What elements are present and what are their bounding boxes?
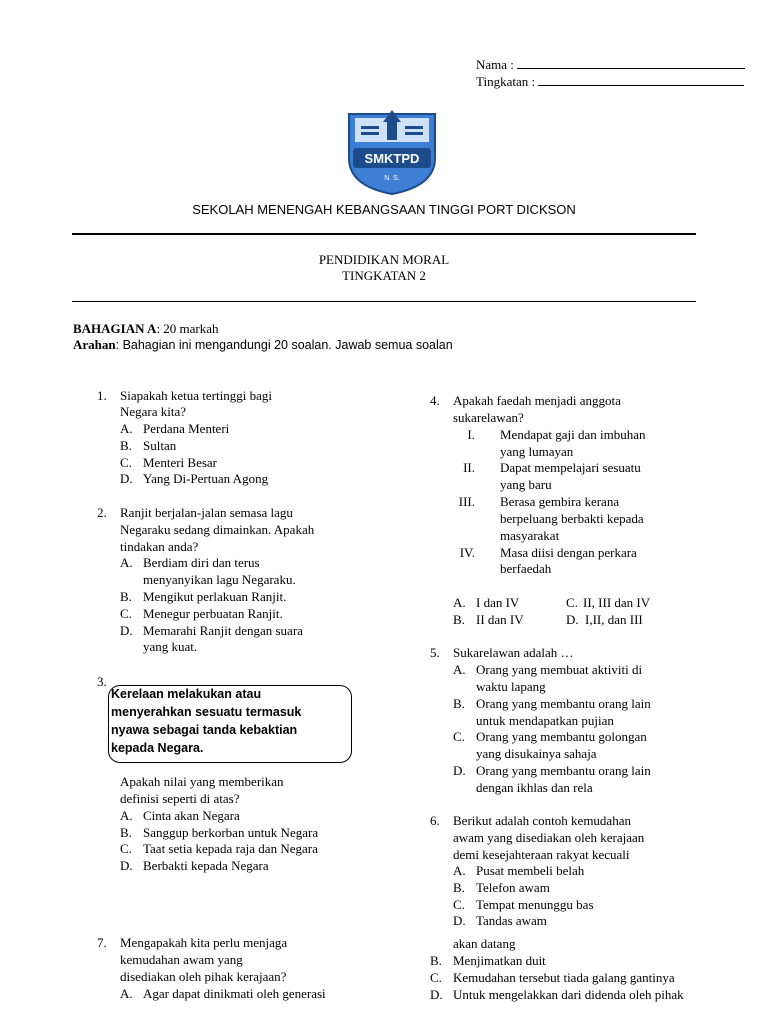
q3-option-b[interactable]: B. Sanggup berkorban untuk Negara xyxy=(120,825,319,840)
q7-option-a-cont: akan datang xyxy=(453,936,516,951)
q6-option-c[interactable]: C. Tempat menunggu bas xyxy=(453,897,594,912)
q5-option-c-cont: yang disukainya sahaja xyxy=(476,746,597,761)
q2-stem: Ranjit berjalan-jalan semasa lagu xyxy=(120,505,293,520)
q3-number: 3. xyxy=(97,674,107,689)
q7-option-b[interactable]: B. Menjimatkan duit xyxy=(430,953,546,968)
q6-stem: awam yang disediakan oleh kerajaan xyxy=(453,830,645,845)
q7-stem: kemudahan awam yang xyxy=(120,952,243,967)
q3-stem: Apakah nilai yang memberikan xyxy=(120,774,284,789)
q1-option-b[interactable]: B. Sultan xyxy=(120,438,177,453)
q4-option-a[interactable]: A. I dan IV xyxy=(453,595,520,610)
name-field[interactable] xyxy=(517,56,745,69)
q6-number: 6. xyxy=(430,813,440,828)
q5-option-c[interactable]: C. Orang yang membantu golongan xyxy=(453,729,647,744)
q1-stem: Siapakah ketua tertinggi bagi xyxy=(120,388,272,403)
q4-statement-i-cont: yang lumayan xyxy=(500,444,574,459)
q4-option-d[interactable]: D. I,II, dan III xyxy=(566,612,643,627)
q3-quote-line: menyerahkan sesuatu termasuk xyxy=(111,705,302,719)
subject-divider xyxy=(72,301,696,302)
q4-statement-iv-cont: berfaedah xyxy=(500,561,552,576)
school-logo xyxy=(345,104,439,196)
q6-stem: demi kesejahteraan rakyat kecuali xyxy=(453,847,630,862)
q5-option-a-cont: waktu lapang xyxy=(476,679,546,694)
q2-option-d-cont: yang kuat. xyxy=(143,639,198,654)
q4-option-b[interactable]: B. II dan IV xyxy=(453,612,524,627)
q4-statement-iii-cont: masyarakat xyxy=(500,528,560,543)
q4-stem: Apakah faedah menjadi anggota xyxy=(453,393,621,408)
school-name: SEKOLAH MENENGAH KEBANGSAAN TINGGI PORT DICKSON xyxy=(192,202,576,217)
q3-quote-line: nyawa sebagai tanda kebaktian xyxy=(111,723,298,737)
q7-stem: Mengapakah kita perlu menjaga xyxy=(120,935,288,950)
q2-stem: Negaraku sedang dimainkan. Apakah xyxy=(120,522,315,537)
q7-number: 7. xyxy=(97,935,107,950)
logo-text: SMKTPD xyxy=(364,151,420,166)
logo-subtext: N. S. xyxy=(384,175,400,182)
q5-stem: Sukarelawan adalah … xyxy=(453,645,574,660)
q3-quote-line: kepada Negara. xyxy=(111,741,204,755)
q6-option-b[interactable]: B. Telefon awam xyxy=(453,880,550,895)
q3-option-d[interactable]: D. Berbakti kepada Negara xyxy=(120,858,269,873)
q5-option-d[interactable]: D. Orang yang membantu orang lain xyxy=(453,763,651,778)
q4-stem: sukarelawan? xyxy=(453,410,524,425)
name-label: Nama : xyxy=(476,56,745,73)
q5-option-b-cont: untuk mendapatkan pujian xyxy=(476,713,614,728)
q2-option-c[interactable]: C. Menegur perbuatan Ranjit. xyxy=(120,606,283,621)
q6-option-a[interactable]: A. Pusat membeli belah xyxy=(453,863,585,878)
q5-option-b[interactable]: B. Orang yang membantu orang lain xyxy=(453,696,651,711)
q5-number: 5. xyxy=(430,645,440,660)
q1-number: 1. xyxy=(97,388,107,403)
q1-stem: Negara kita? xyxy=(120,404,187,419)
q4-option-c[interactable]: C. II, III dan IV xyxy=(566,595,651,610)
level-title: TINGKATAN 2 xyxy=(342,268,426,283)
q6-option-d[interactable]: D. Tandas awam xyxy=(453,913,547,928)
form-field[interactable] xyxy=(538,73,744,86)
q3-quote-line: Kerelaan melakukan atau xyxy=(111,687,262,701)
q4-number: 4. xyxy=(430,393,440,408)
q1-option-c[interactable]: C. Menteri Besar xyxy=(120,455,218,470)
q3-stem: definisi seperti di atas? xyxy=(120,791,240,806)
q2-option-d[interactable]: D. Memarahi Ranjit dengan suara xyxy=(120,623,303,638)
q2-stem: tindakan anda? xyxy=(120,539,199,554)
q5-option-d-cont: dengan ikhlas dan rela xyxy=(476,780,593,795)
q2-option-b[interactable]: B. Mengikut perlakuan Ranjit. xyxy=(120,589,287,604)
q6-stem: Berikut adalah contoh kemudahan xyxy=(453,813,631,828)
q3-option-a[interactable]: A. Cinta akan Negara xyxy=(120,808,240,823)
q3-option-c[interactable]: C. Taat setia kepada raja dan Negara xyxy=(120,841,318,856)
q1-option-a[interactable]: A. Perdana Menteri xyxy=(120,421,230,436)
q5-option-a[interactable]: A. Orang yang membuat aktiviti di xyxy=(453,662,643,677)
subject-title: PENDIDIKAN MORAL xyxy=(318,252,450,267)
form-label: Tingkatan : xyxy=(476,73,744,90)
q2-option-a-cont: menyanyikan lagu Negaraku. xyxy=(143,572,296,587)
q4-statement-iii-cont: berpeluang berbakti kepada xyxy=(500,511,644,526)
q4-statement-ii-cont: yang baru xyxy=(500,477,552,492)
q2-number: 2. xyxy=(97,505,107,520)
q7-option-c[interactable]: C. Kemudahan tersebut tiada galang gantinya xyxy=(430,970,675,985)
q2-option-a[interactable]: A. Berdiam diri dan terus xyxy=(120,555,260,570)
header-divider xyxy=(72,233,696,235)
q7-option-a[interactable]: A. Agar dapat dinikmati oleh generasi xyxy=(120,986,326,1001)
q1-option-d[interactable]: D. Yang Di-Pertuan Agong xyxy=(120,471,269,486)
q7-stem: disediakan oleh pihak kerajaan? xyxy=(120,969,287,984)
section-heading: BAHAGIAN A: 20 markah xyxy=(73,321,219,336)
q7-option-d[interactable]: D. Untuk mengelakkan dari didenda oleh pihak xyxy=(430,987,684,1002)
section-instruction: Arahan: Bahagian ini mengandungi 20 soalan. Jawab semua soalan xyxy=(73,337,453,352)
